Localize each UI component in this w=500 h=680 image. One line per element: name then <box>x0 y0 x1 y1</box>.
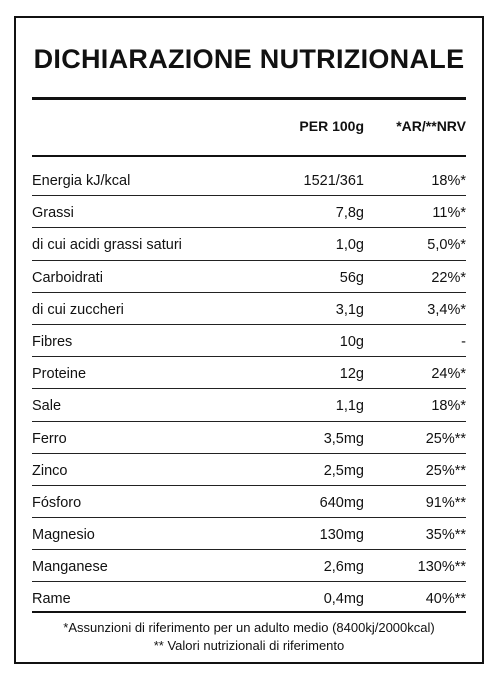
table-row <box>32 196 466 228</box>
per-100g-value: 640mg <box>319 494 364 511</box>
table-row <box>32 486 466 518</box>
reference-value: - <box>461 333 466 350</box>
table-row <box>32 228 466 260</box>
nutrient-label: di cui zuccheri <box>32 301 124 318</box>
reference-value: 11%* <box>432 205 466 222</box>
reference-value: 18%* <box>431 173 466 189</box>
nutrient-label: Energia kJ/kcal <box>32 173 131 189</box>
header-divider <box>32 155 466 157</box>
nutrient-label: Fósforo <box>32 494 82 511</box>
per-100g-value: 56g <box>339 269 364 286</box>
per-100g-value: 130mg <box>319 527 364 544</box>
reference-value: 18%* <box>431 398 466 415</box>
footer-divider <box>32 611 466 613</box>
table-row <box>32 518 466 550</box>
reference-value: 3,4%* <box>427 301 466 318</box>
table-row <box>32 357 466 389</box>
table-row <box>32 389 466 421</box>
per-100g-value: 0,4mg <box>323 591 364 608</box>
per-100g-value: 1,0g <box>335 237 364 254</box>
table-row <box>32 422 466 454</box>
title-divider <box>32 97 466 100</box>
nutrient-label: Fibres <box>32 333 73 350</box>
footnote-reference-intake: *Assunzioni di riferimento per un adulto medio (8400kj/2000kcal) <box>63 620 435 635</box>
footnote-nrv: ** Valori nutrizionali di riferimento <box>153 638 345 653</box>
nutrient-label: di cui acidi grassi saturi <box>32 237 182 254</box>
per-100g-value: 10g <box>339 333 364 350</box>
table-row <box>32 582 466 613</box>
nutrient-label: Rame <box>32 591 71 608</box>
nutrient-label: Magnesio <box>32 527 95 544</box>
nutrient-label: Ferro <box>32 430 67 447</box>
table-row <box>32 261 466 293</box>
reference-value: 130%** <box>417 559 466 576</box>
nutrient-label: Grassi <box>32 205 74 222</box>
per-100g-value: 2,6mg <box>323 559 364 576</box>
table-row <box>32 164 466 196</box>
header-ar-nrv: *AR/**NRV <box>396 118 466 134</box>
table-row <box>32 550 466 582</box>
reference-value: 25%** <box>425 462 466 479</box>
nutrition-panel <box>14 16 484 664</box>
per-100g-value: 3,5mg <box>323 430 364 447</box>
nutrient-label: Manganese <box>32 559 108 576</box>
per-100g-value: 12g <box>339 366 364 383</box>
per-100g-value: 7,8g <box>335 205 364 222</box>
reference-value: 25%** <box>425 430 466 447</box>
nutrient-label: Sale <box>32 398 62 415</box>
reference-value: 91%** <box>425 494 466 511</box>
nutrient-label: Proteine <box>32 366 87 383</box>
table-row <box>32 293 466 325</box>
nutrient-label: Carboidrati <box>32 269 103 286</box>
table-header <box>32 118 466 144</box>
reference-value: 5,0%* <box>427 237 466 254</box>
table-row <box>32 454 466 486</box>
nutrition-table <box>32 164 466 614</box>
per-100g-value: 3,1g <box>335 301 364 318</box>
panel-title: DICHIARAZIONE NUTRIZIONALE <box>33 44 465 74</box>
reference-value: 24%* <box>431 366 466 383</box>
reference-value: 22%* <box>431 269 466 286</box>
per-100g-value: 2,5mg <box>323 462 364 479</box>
per-100g-value: 1521/361 <box>303 173 364 189</box>
header-per-100g: PER 100g <box>299 118 364 134</box>
nutrient-label: Zinco <box>32 462 68 479</box>
reference-value: 35%** <box>425 527 466 544</box>
reference-value: 40%** <box>425 591 466 608</box>
per-100g-value: 1,1g <box>335 398 364 415</box>
table-row <box>32 325 466 357</box>
